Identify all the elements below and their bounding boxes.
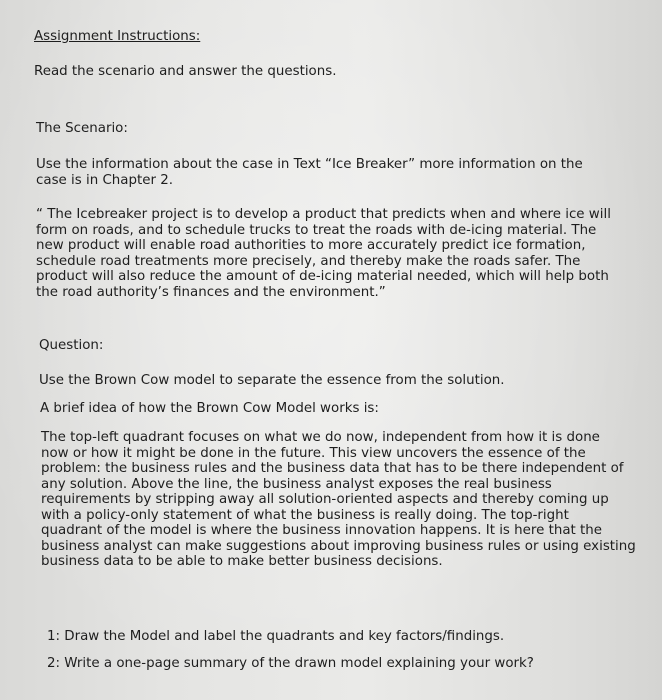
- question-heading: Question:: [39, 338, 104, 353]
- scenario-heading: The Scenario:: [36, 121, 128, 136]
- model-line: requirements by stripping away all solution-oriented aspects and thereby coming up: [41, 492, 609, 507]
- model-line: problem: the business rules and the business data that has to be there independent of: [41, 461, 624, 476]
- model-line: business analyst can make suggestions about improving business rules or using existing: [41, 538, 636, 554]
- quote-line: form on roads, and to schedule trucks to treat the roads with de-icing material. The: [36, 222, 597, 238]
- scenario-line: Use the information about the case in Text “Ice Breaker” more information on the: [36, 157, 583, 172]
- quote-line: new product will enable road authorities to more accurately predict ice formation,: [36, 238, 586, 253]
- scenario-line: case is in Chapter 2.: [36, 172, 174, 188]
- task-item: 1: Draw the Model and label the quadrants and key factors/findings.: [47, 629, 505, 644]
- task-item: 2: Write a one-page summary of the drawn model explaining your work?: [47, 656, 534, 671]
- model-paragraph: [41, 430, 636, 570]
- question-text: Use the Brown Cow model to separate the essence from the solution.: [39, 373, 505, 388]
- model-line: now or how it might be done in the future. This view uncovers the essence of the: [41, 445, 586, 461]
- brief-idea-text: A brief idea of how the Brown Cow Model works is:: [40, 401, 379, 416]
- quote-paragraph: [36, 207, 631, 300]
- model-line: quadrant of the model is where the business innovation happens. It is here that the: [41, 523, 603, 538]
- quote-line: the road authority’s finances and the environment.”: [36, 284, 386, 300]
- quote-line: “ The Icebreaker project is to develop a product that predicts when and where ice will: [36, 207, 611, 222]
- quote-line: schedule road treatments more precisely, and thereby make the roads safer. The: [36, 253, 581, 269]
- scenario-paragraph: [36, 157, 583, 188]
- quote-line: product will also reduce the amount of de-icing material needed, which will help both: [36, 269, 609, 284]
- model-line: The top-left quadrant focuses on what we do now, independent from how it is done: [41, 430, 600, 445]
- model-line: with a policy-only statement of what the business is really doing. The top-right: [41, 507, 569, 523]
- model-line: business data to be able to make better business decisions.: [41, 554, 443, 569]
- assignment-header: Assignment Instructions:: [34, 29, 201, 44]
- model-line: any solution. Above the line, the business analyst exposes the real business: [41, 476, 552, 492]
- intro-text: Read the scenario and answer the questions.: [34, 64, 337, 79]
